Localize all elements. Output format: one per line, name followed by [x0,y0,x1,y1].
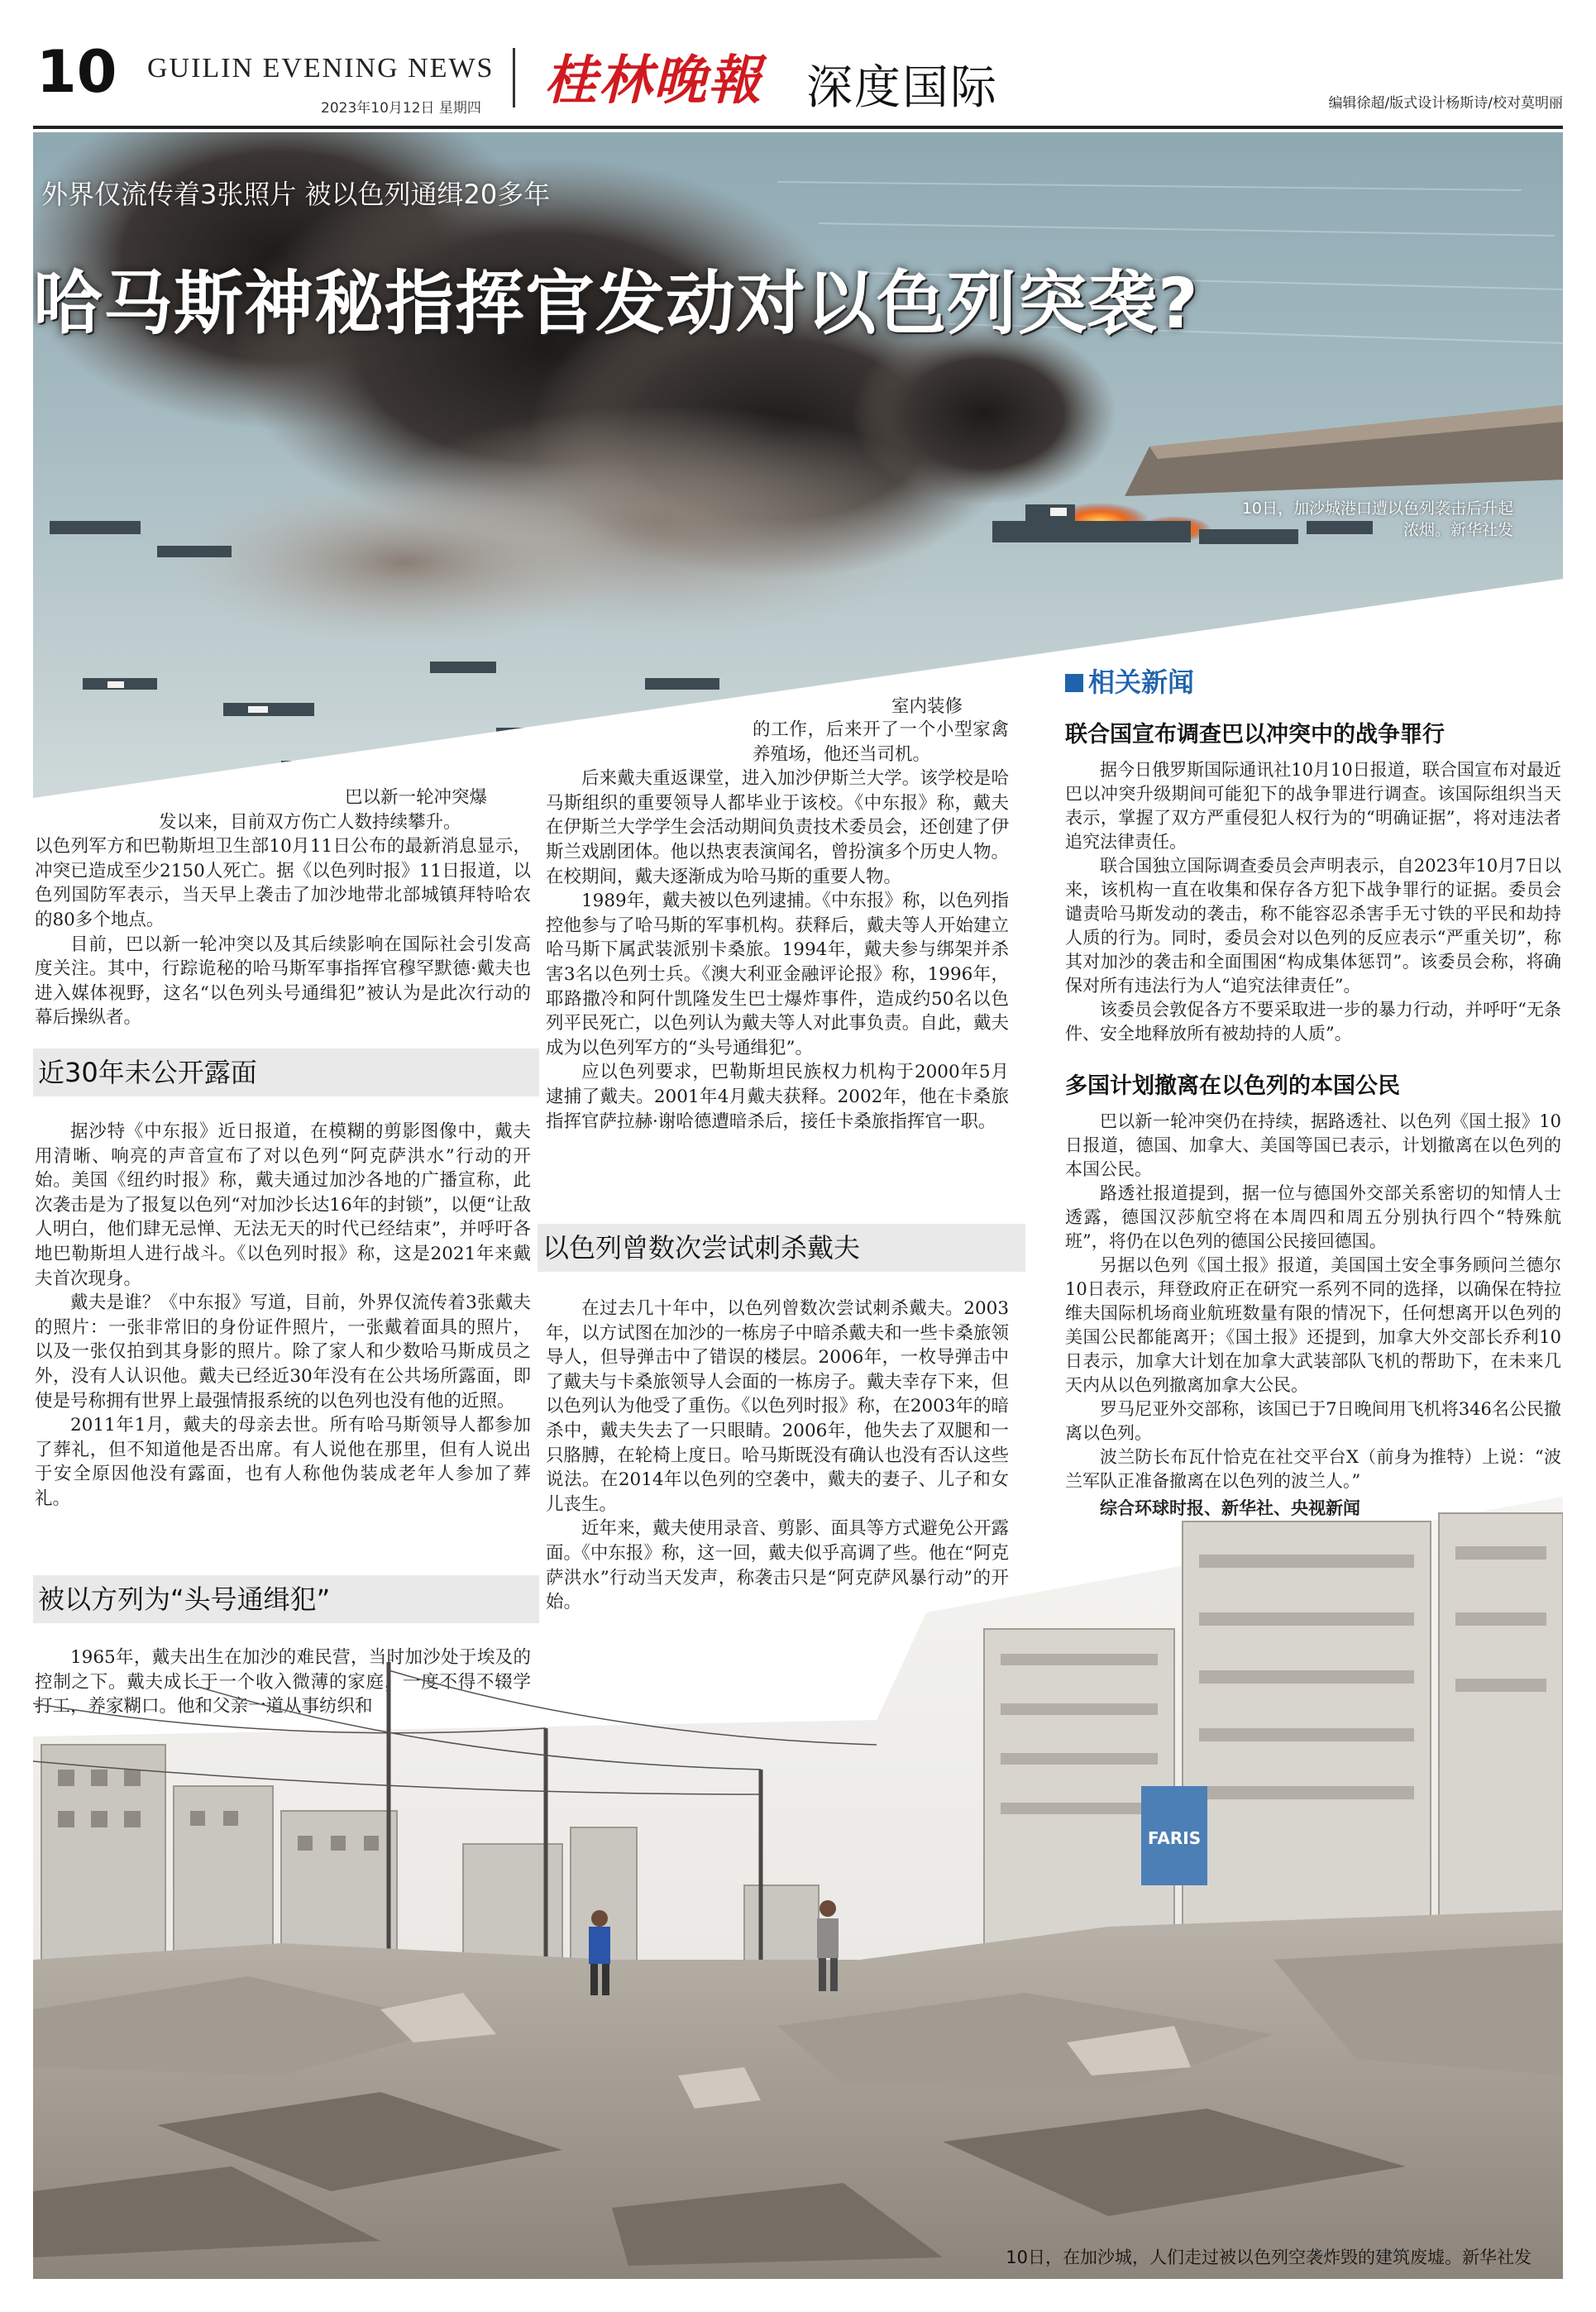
paragraph-fragment: 的工作，后来开了一个小型家禽养殖场，他还当司机。 [753,719,1009,765]
related-news-tag [1065,662,1561,700]
paragraph: 后来戴夫重返课堂，进入加沙伊斯兰大学。该学校是哈马斯组织的重要领导人都毕业于该校。《中东报》称，戴夫在伊斯兰大学学生会活动期间负责技术委员会，还创建了伊斯兰戏剧团体。他以热衷表演闻名，曾扮演多个历史人物。在校期间，戴夫逐渐成为哈马斯的重要人物。 [546,768,1009,887]
masthead [33,33,1563,124]
related-news-2-title: 多国计划撤离在以色列的本国公民 [1065,1073,1400,1099]
paragraph: 另据以色列《国土报》报道，美国国土安全事务顾问兰德尔10日表示，拜登政府正在研究一系列不同的选择，以确保在特拉维夫国际机场商业航班数量有限的情况下，任何想离开以色列的美国公民都能离开；《国土报》还提到，加拿大外交部长乔利10日表示，加拿大计划在加拿大武装部队飞机的帮助下，在未来几天内从以色列撤离加拿大公民。 [1065,1255,1561,1395]
paragraph: 2011年1月，戴夫的母亲去世。所有哈马斯领导人都参加了葬礼，但不知道他是否出席。有人说他在那里，但有人说出于安全原因他没有露面，也有人称他伪装成老年人参加了葬礼。 [35,1415,531,1509]
lead-line-1: 巴以新一轮冲突爆 [345,787,488,808]
editor-credits: 编辑徐超/版式设计杨斯诗/校对莫明丽 [1328,95,1563,112]
paragraph: 联合国独立国际调查委员会声明表示，自2023年10月7日以来，该机构一直在收集和保存各方犯下战争罪行的证据。委员会谴责哈马斯发动的袭击，称不能容忍杀害手无寸铁的平民和劫持人质的行为。同时，委员会对以色列的反应表示“严重关切”，称其对加沙的袭击和全面围困“构成集体惩罚”。该委员会称，将确保对所有违法行为人“追究法律责任”。 [1065,856,1561,996]
paragraph: 应以色列要求，巴勒斯坦民族权力机构于2000年5月逮捕了戴夫。2001年4月戴夫获释。2002年，他在卡桑旅指挥官萨拉赫·谢哈德遭暗杀后，接任卡桑旅指挥官一职。 [546,1062,1009,1132]
related-news-label: 相关新闻 [1088,666,1195,698]
article-kicker: 外界仅流传着3张照片 被以色列通缉20多年 [41,179,551,210]
section-2-continuation-head [891,695,1007,719]
paragraph: 据今日俄罗斯国际通讯社10月10日报道，联合国宣布对最近巴以冲突升级期间可能犯下的战争罪进行调查。该国际组织当天表示，掌握了双方严重侵犯人权行为的“明确证据”，将对违法者追究法律责任。 [1065,760,1561,852]
lead-line-2: 发以来，目前双方伤亡人数持续攀升。 [159,811,461,833]
lead-paragraph: 以色列军方和巴勒斯坦卫生部10月11日公布的最新消息显示，冲突已造成至少2150人死亡。据《以色列时报》11日报道，以色列国防军表示，当天早上袭击了加沙地带北部城镇拜特哈农的80多个地点。 [35,836,531,930]
paragraph: 巴以新一轮冲突仍在持续，据路透社、以色列《国土报》10日报道，德国、加拿大、美国等国已表示，计划撤离在以色列的本国公民。 [1065,1111,1561,1179]
masthead-divider [513,48,515,107]
paragraph: 近年来，戴夫使用录音、剪影、面具等方式避免公开露面。《中东报》称，这一回，戴夫似乎高调了些。他在“阿克萨洪水”行动当天发声，称袭击只是“阿克萨风暴行动”的开始。 [546,1518,1009,1613]
paragraph: 1965年，戴夫出生在加沙的难民营，当时加沙处于埃及的控制之下。戴夫成长于一个收入微薄的家庭，一度不得不辍学打工，养家糊口。他和父亲一道从事纺织和 [35,1647,531,1717]
subhead-section-1: 近30年未公开露面 [33,1049,539,1096]
article-headline: 哈马斯神秘指挥官发动对以色列突袭? [33,263,1199,344]
section-1-body [35,1120,531,1512]
subhead-section-3: 以色列曾数次尝试刺杀戴夫 [538,1224,1025,1272]
bottom-photo-caption: 10日，在加沙城，人们走过被以色列空袭炸毁的建筑废墟。新华社发 [1006,2248,1531,2267]
page-number: 10 [36,38,117,106]
bottom-photo [33,1497,1563,2279]
paragraph: 该委员会敦促各方不要采取进一步的暴力行动，并呼吁“无条件、安全地释放所有被劫持的人质”。 [1065,1000,1561,1044]
top-photo-caption: 10日，加沙城港口遭以色列袭击后升起浓烟。新华社发 [1241,499,1513,539]
paragraph: 波兰防长布瓦什恰克在社交平台X（前身为推特）上说：“波兰军队正准备撤离在以色列的波兰人。” [1065,1447,1561,1491]
related-news-1-title: 联合国宣布调查巴以冲突中的战争罪行 [1065,722,1445,748]
article-lead [35,786,531,1030]
news-sources: 综合环球时报、新华社、央视新闻 [1100,1498,1360,1518]
billboard-text: FARIS [1148,1828,1202,1848]
related-news-column [1065,662,1561,1520]
section-title: 深度国际 [806,61,998,115]
paragraph: 路透社报道提到，据一位与德国外交部关系密切的知情人士透露，德国汉莎航空将在本周四和周五分别执行四个“特殊航班”，将仍在以色列的德国公民接回德国。 [1065,1183,1561,1251]
issue-date: 2023年10月12日 星期四 [321,100,481,117]
paragraph-fragment: 室内装修 [891,696,963,717]
paragraph: 1989年，戴夫被以色列逮捕。《中东报》称，以色列指控他参与了哈马斯的军事机构。获释后，戴夫等人开始建立哈马斯下属武装派别卡桑旅。1994年，戴夫参与绑架并杀害3名以色列士兵。《澳大利亚金融评论报》称，1996年，耶路撒冷和阿什凯隆发生巴士爆炸事件，造成约50名以色列平民死亡，以色列认为戴夫等人对此事负责。自此，戴夫成为以色列军方的“头号通缉犯”。 [546,891,1009,1058]
paragraph: 在过去几十年中，以色列曾数次尝试刺杀戴夫。2003年，以方试图在加沙的一栋房子中暗杀戴夫和一些卡桑旅领导人，但导弹击中了错误的楼层。2006年，一枚导弹击中了戴夫与卡桑旅领导人会面的一栋房子。戴夫幸存下来，但以色列认为他受了重伤。《以色列时报》称，在2003年的暗杀中，戴夫失去了一只眼睛。2006年，他失去了双腿和一只胳膊，在轮椅上度日。哈马斯既没有确认也没有否认这些说法。在2014年以色列的空袭中，戴夫的妻子、儿子和女儿丧生。 [546,1298,1009,1515]
rubble-street-photo [33,1497,1563,2279]
subhead-section-2: 被以方列为“头号通缉犯” [33,1575,539,1623]
paragraph: 戴夫是谁？《中东报》写道，目前，外界仅流传着3张戴夫的照片：一张非常旧的身份证件照片，一张戴着面具的照片，以及一张仅拍到其身影的照片。除了家人和少数哈马斯成员之外，没有人认识他。戴夫已经近30年没有在公共场所露面，即使是号称拥有世界上最强情报系统的以色列也没有他的近照。 [35,1292,531,1412]
section-2-body [546,718,1009,1134]
masthead-rule [33,126,1563,129]
paper-logo-chinese: 桂林晚報 [544,50,762,112]
lead-paragraph-2: 目前，巴以新一轮冲突以及其后续影响在国际社会引发高度关注。其中，行踪诡秘的哈马斯军事指挥官穆罕默德·戴夫也进入媒体视野，这名“以色列头号通缉犯”被认为是此次行动的幕后操纵者。 [35,934,531,1029]
paragraph: 罗马尼亚外交部称，该国已于7日晚间用飞机将346名公民撤离以色列。 [1065,1399,1561,1443]
square-bullet-icon [1065,674,1083,692]
paragraph: 据沙特《中东报》近日报道，在模糊的剪影图像中，戴夫用清晰、响亮的声音宣布了对以色列“阿克萨洪水”行动的开始。美国《纽约时报》称，戴夫通过加沙各地的广播宣称，此次袭击是为了报复以色列“对加沙长达16年的封锁”，以便“让敌人明白，他们肆无忌惮、无法无天的时代已经结束”，并呼吁各地巴勒斯坦人进行战斗。《以色列时报》称，这是2021年来戴夫首次现身。 [35,1121,531,1289]
paper-name-english: GUILIN EVENING NEWS [147,53,495,84]
